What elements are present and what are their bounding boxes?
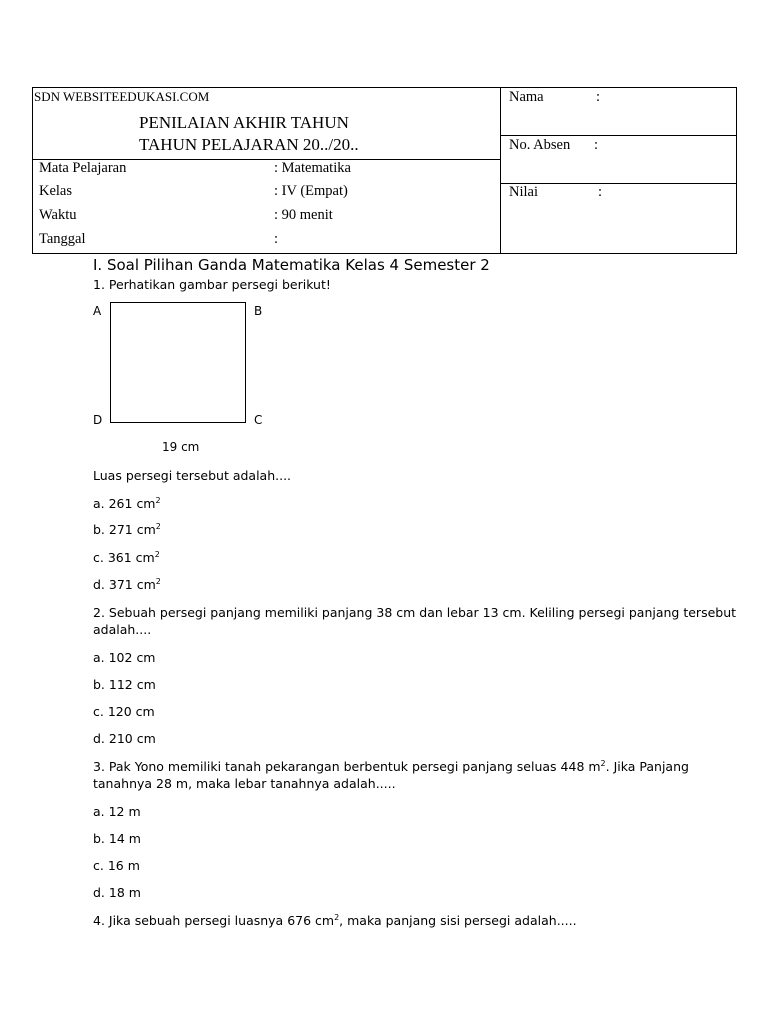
- question-1-text: Luas persegi tersebut adalah....: [93, 468, 292, 483]
- question-3-line-1: [93, 759, 689, 774]
- question-1-option-c: [93, 550, 160, 565]
- question-2-line-2: adalah....: [93, 622, 152, 637]
- table-divider-right-1: [500, 135, 736, 136]
- superscript: 2: [600, 758, 606, 768]
- corner-label-b: B: [254, 304, 263, 318]
- score-label: Nilai: [509, 184, 538, 200]
- header-table: [32, 87, 737, 254]
- exam-year: TAHUN PELAJARAN 20../20..: [139, 135, 359, 154]
- question-text: 4. Jika sebuah persegi luasnya 676 cm: [93, 913, 335, 928]
- class-value: : IV (Empat): [274, 183, 348, 199]
- superscript: 2: [155, 521, 161, 531]
- question-3-line-2: tanahnya 28 m, maka lebar tanahnya adalah.....: [93, 776, 396, 791]
- square-side-label: 19 cm: [162, 440, 200, 454]
- time-value: : 90 menit: [274, 207, 333, 223]
- absen-label: No. Absen: [509, 137, 571, 153]
- corner-label-d: D: [93, 413, 103, 427]
- question-3-option-c: c. 16 m: [93, 858, 140, 873]
- time-label: Waktu: [39, 207, 77, 223]
- section-title: I. Soal Pilihan Ganda Matematika Kelas 4 Semester 2: [93, 256, 490, 274]
- superscript: 2: [334, 912, 340, 922]
- corner-label-a: A: [93, 304, 102, 318]
- corner-label-c: C: [254, 413, 263, 427]
- superscript: 2: [155, 495, 161, 505]
- question-3-option-b: b. 14 m: [93, 831, 141, 846]
- name-colon: :: [596, 89, 601, 105]
- date-label: Tanggal: [39, 231, 86, 247]
- absen-colon: :: [594, 137, 599, 153]
- option-text: b. 271 cm: [93, 522, 156, 537]
- option-text: a. 261 cm: [93, 496, 156, 511]
- option-text: d. 371 cm: [93, 577, 156, 592]
- question-1-option-d: [93, 577, 161, 592]
- question-2-option-c: c. 120 cm: [93, 704, 155, 719]
- question-text: . Jika Panjang: [605, 759, 689, 774]
- question-2-option-b: b. 112 cm: [93, 677, 156, 692]
- table-divider-vertical: [500, 88, 501, 253]
- question-3-option-d: d. 18 m: [93, 885, 141, 900]
- question-1-option-b: [93, 522, 161, 537]
- exam-title: PENILAIAN AKHIR TAHUN: [139, 113, 349, 132]
- question-1-prompt: 1. Perhatikan gambar persegi berikut!: [93, 277, 331, 292]
- subject-label: Mata Pelajaran: [39, 160, 127, 176]
- square-figure: [110, 302, 246, 423]
- subject-value: : Matematika: [274, 160, 351, 176]
- question-text: , maka panjang sisi persegi adalah.....: [339, 913, 577, 928]
- question-text: 3. Pak Yono memiliki tanah pekarangan berbentuk persegi panjang seluas 448 m: [93, 759, 601, 774]
- question-2-option-d: d. 210 cm: [93, 731, 156, 746]
- option-text: c. 361 cm: [93, 550, 155, 565]
- school-name: SDN WEBSITEEDUKASI.COM: [34, 89, 210, 104]
- question-2-line-1: 2. Sebuah persegi panjang memiliki panjang 38 cm dan lebar 13 cm. Keliling persegi panjang tersebut: [93, 605, 737, 620]
- question-3-option-a: a. 12 m: [93, 804, 141, 819]
- class-label: Kelas: [39, 183, 73, 199]
- superscript: 2: [155, 576, 161, 586]
- question-2-option-a: a. 102 cm: [93, 650, 156, 665]
- date-value: :: [274, 231, 279, 247]
- superscript: 2: [154, 549, 160, 559]
- score-colon: :: [598, 184, 603, 200]
- question-1-option-a: [93, 496, 161, 511]
- name-label: Nama: [509, 89, 544, 105]
- question-4-line-1: [93, 913, 577, 928]
